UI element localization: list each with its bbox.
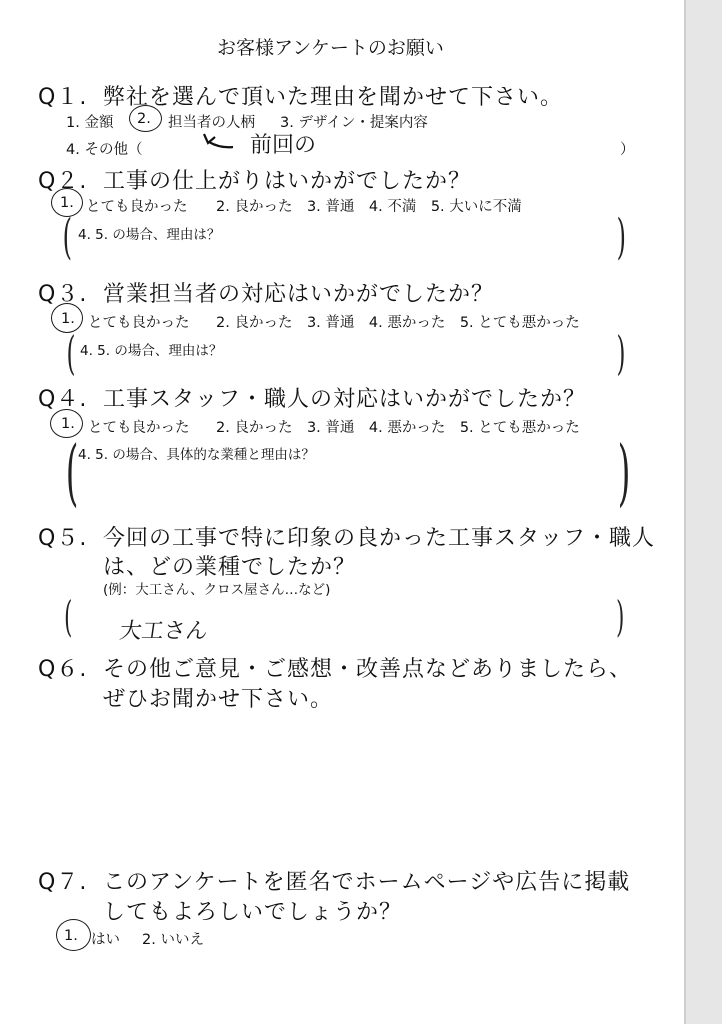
q3-options: 2. 良かった 3. 普通 4. 悪かった 5. とても悪かった — [216, 315, 580, 331]
q1-number: Q１. — [38, 85, 88, 110]
q5-handwritten-answer: 大工さん — [117, 619, 210, 644]
q2-reason-close-paren: ) — [616, 209, 627, 265]
q6-text-line1: その他ご意見・ご感想・改善点などありましたら、 — [103, 657, 633, 682]
q4-number: Q４. — [38, 387, 88, 412]
q4-option-1-label: とても良かった — [88, 420, 190, 436]
q5-example: (例：大工さん、クロス屋さん…など) — [103, 582, 331, 598]
q2-reason-note: 4. 5. の場合、理由は？ — [78, 227, 221, 243]
q4-option-1-number: 1. — [61, 416, 75, 432]
q3-reason-note: 4. 5. の場合、理由は？ — [80, 343, 223, 359]
q4-reason-open-paren: ( — [65, 430, 79, 514]
q3-number: Q３. — [38, 282, 88, 307]
q7-option-2: 2. いいえ — [142, 932, 204, 948]
q5-answer-open-paren: ( — [64, 592, 73, 641]
q3-text: 営業担当者の対応はいかがでしたか？ — [103, 282, 495, 307]
q4-text: 工事スタッフ・職人の対応はいかがでしたか？ — [103, 387, 587, 412]
q2-reason-open-paren: ( — [62, 209, 73, 265]
handwritten-arrow-icon — [200, 130, 236, 154]
q3-option-1-label: とても良かった — [88, 315, 190, 331]
q1-option-1: 1. 金額 — [66, 115, 114, 131]
q2-number: Q２. — [38, 169, 88, 194]
q1-option-2-label: 担当者の人柄 — [168, 115, 255, 131]
page-title: お客様アンケートのお願い — [217, 37, 444, 59]
q7-number: Q７. — [38, 870, 88, 895]
q2-option-1-label: とても良かった — [86, 199, 188, 215]
page-edge — [686, 0, 722, 1024]
q1-option-2-number: 2. — [137, 111, 151, 127]
q1-option-4: 4. その他（ — [66, 142, 143, 158]
q6-number: Q６. — [38, 657, 88, 682]
q1-text: 弊社を選んで頂いた理由を聞かせて下さい。 — [103, 85, 564, 110]
q4-reason-close-paren: ) — [617, 430, 631, 514]
q7-text-line2: してもよろしいでしょうか？ — [103, 900, 403, 925]
q4-options: 2. 良かった 3. 普通 4. 悪かった 5. とても悪かった — [216, 420, 580, 436]
page-edge-line — [684, 0, 686, 1024]
q2-options: 2. 良かった 3. 普通 4. 不満 5. 大いに不満 — [216, 199, 522, 215]
q6-text-line2: ぜひお聞かせ下さい。 — [103, 687, 334, 712]
q3-reason-open-paren: ( — [66, 326, 76, 380]
q1-close-paren: ） — [620, 142, 635, 158]
q1-handwritten-answer: 前回の — [250, 133, 317, 158]
q7-text-line1: このアンケートを匿名でホームページや広告に掲載 — [103, 870, 631, 895]
q2-option-1-number: 1. — [60, 195, 74, 211]
q4-reason-note: 4. 5. の場合、具体的な業種と理由は？ — [78, 447, 315, 463]
q3-reason-close-paren: ) — [616, 326, 626, 380]
q2-text: 工事の仕上がりはいかがでしたか？ — [103, 169, 472, 194]
q7-option-1-label: はい — [91, 932, 120, 948]
q5-text-line1: 今回の工事で特に印象の良かった工事スタッフ・職人 — [103, 526, 656, 551]
q7-option-1-number: 1. — [64, 928, 78, 944]
q1-option-3: 3. デザイン・提案内容 — [280, 115, 428, 131]
q5-answer-close-paren: ) — [616, 592, 625, 641]
q5-number: Q５. — [38, 526, 88, 551]
q5-text-line2: は、どの業種でしたか？ — [103, 555, 357, 580]
q3-option-1-number: 1. — [61, 311, 75, 327]
